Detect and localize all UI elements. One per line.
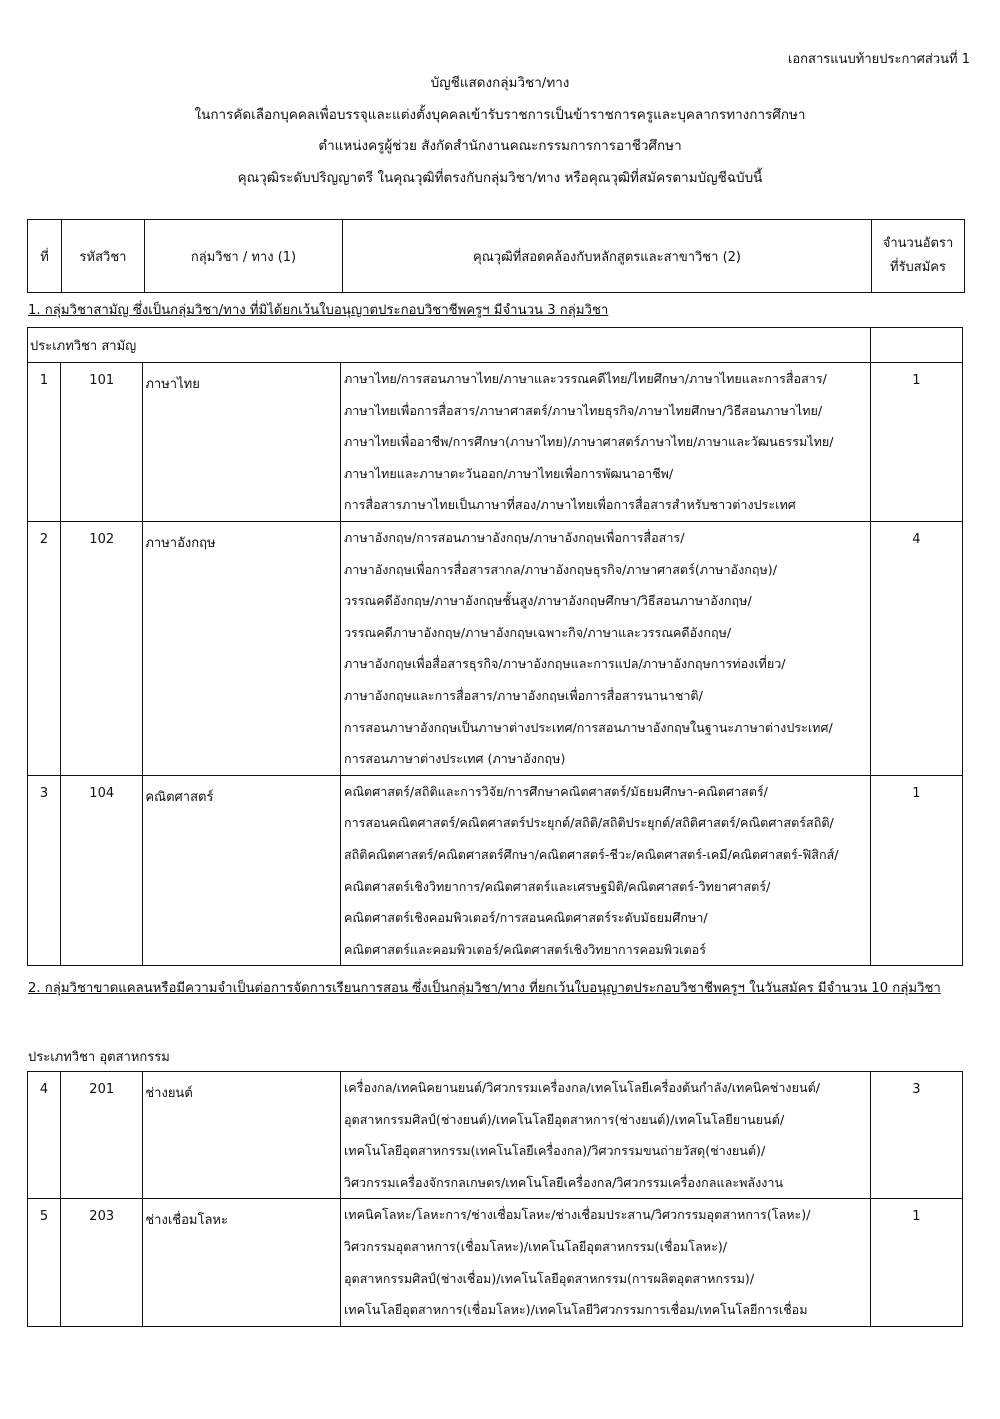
qualification-line: คณิตศาสตร์และคอมพิวเตอร์/คณิตศาสตร์เชิงวิทยาการคอมพิวเตอร์ [343, 941, 706, 957]
table-header [27, 219, 965, 293]
qualification-list [340, 521, 870, 775]
qualification-line: คณิตศาสตร์/สถิติและการวิจัย/การศึกษาคณิตศาสตร์/มัธยมศึกษา-คณิตศาสตร์/ [343, 783, 768, 799]
qualification-list [340, 1199, 870, 1326]
position-count: 1 [870, 1199, 962, 1326]
qualification-line: ภาษาไทยเพื่ออาชีพ/การศึกษา(ภาษาไทย)/ภาษาศาสตร์ภาษาไทย/ภาษาและวัฒนธรรมไทย/ [343, 434, 834, 450]
position-count: 4 [870, 521, 962, 775]
qualification-line: เทคนิคโลหะ/โลหะการ/ช่างเชื่อมโลหะ/ช่างเชื่อมประสาน/วิศวกรรมอุตสาหการ(โลหะ)/ [343, 1207, 811, 1223]
table-row [28, 363, 963, 522]
header-count [872, 220, 965, 293]
section-1-number: 1. [28, 303, 41, 318]
header-count-line1: จำนวนอัตรา [882, 236, 954, 251]
subject-code: 101 [61, 363, 143, 522]
table-row [28, 521, 963, 775]
qualification-line: ภาษาไทยเพื่อการสื่อสาร/ภาษาศาสตร์/ภาษาไทยธุรกิจ/ภาษาไทยศึกษา/วิธีสอนภาษาไทย/ [343, 402, 823, 418]
qualification-line: อุตสาหกรรมศิลป์(ช่างเชื่อม)/เทคโนโลยีอุตสาหกรรม(การผลิตอุตสาหกรรม)/ [343, 1270, 755, 1286]
header-qualification: คุณวุฒิที่สอดคล้องกับหลักสูตรและสาขาวิชา (2) [343, 220, 872, 293]
header-no: ที่ [28, 220, 62, 293]
qualification-line: เครื่องกล/เทคนิคยานยนต์/วิศวกรรมเครื่องกล/เทคโนโลยีเครื่องต้นกำลัง/เทคนิคช่างยนต์/ [343, 1080, 820, 1095]
document-title: บัญชีแสดงกลุ่มวิชา/ทาง [430, 75, 570, 91]
qualification-line: เทคโนโลยีอุตสาหการ(เชื่อมโลหะ)/เทคโนโลยีวิศวกรรมการเชื่อม/เทคโนโลยีการเชื่อม [343, 1302, 808, 1318]
section-2-heading [28, 978, 958, 1000]
row-number: 4 [28, 1072, 61, 1199]
type-row [28, 328, 963, 363]
position-count: 3 [870, 1072, 962, 1199]
row-number: 2 [28, 521, 61, 775]
position-count: 1 [870, 775, 962, 966]
section-2-text: กลุ่มวิชาขาดแคลนหรือมีความจำเป็นต่อการจัดการเรียนการสอน ซึ่งเป็นกลุ่มวิชา/ทาง ที่ยกเว้นใบอนุญาตประกอบวิชาชีพครูฯ ในวันสมัคร มีจำนวน 10 กลุ่มวิชา [44, 981, 941, 996]
header-code: รหัสวิชา [62, 220, 145, 293]
qualification-line: วรรณคดีอังกฤษ/ภาษาอังกฤษชั้นสูง/ภาษาอังกฤษศึกษา/วิธีสอนภาษาอังกฤษ/ [343, 593, 752, 609]
subject-group: ภาษาอังกฤษ [143, 521, 341, 775]
qualification-line: สถิติคณิตศาสตร์/คณิตศาสตร์ศึกษา/คณิตศาสตร์-ชีวะ/คณิตศาสตร์-เคมี/คณิตศาสตร์-ฟิสิกส์/ [343, 846, 839, 862]
qualification-line: การสื่อสารภาษาไทยเป็นภาษาที่สอง/ภาษาไทยเพื่อการสื่อสารสำหรับชาวต่างประเทศ [343, 497, 796, 513]
table-row [28, 1072, 963, 1199]
position-count: 1 [870, 363, 962, 522]
row-number: 1 [28, 363, 61, 522]
table-row [28, 1199, 963, 1326]
qualification-line: วรรณคดีภาษาอังกฤษ/ภาษาอังกฤษเฉพาะกิจ/ภาษาและวรรณคดีอังกฤษ/ [343, 624, 732, 640]
row-number: 3 [28, 775, 61, 966]
subject-code: 203 [61, 1199, 143, 1326]
qualification-line: การสอนภาษาอังกฤษเป็นภาษาต่างประเทศ/การสอนภาษาอังกฤษในฐานะภาษาต่างประเทศ/ [343, 719, 833, 735]
table-row [28, 775, 963, 966]
qualification-line: การสอนคณิตศาสตร์/คณิตศาสตร์ประยุกต์/สถิติ/สถิติประยุกต์/สถิติศาสตร์/คณิตศาสตร์สถิติ/ [343, 815, 834, 831]
subject-code: 201 [61, 1072, 143, 1199]
header-group: กลุ่มวิชา / ทาง (1) [145, 220, 343, 293]
type-label-industrial: ประเภทวิชา อุตสาหกรรม [28, 1050, 170, 1065]
qualification-line: ภาษาอังกฤษและการสื่อสาร/ภาษาอังกฤษเพื่อการสื่อสารนานาชาติ/ [343, 687, 703, 703]
qualification-line: คณิตศาสตร์เชิงวิทยาการ/คณิตศาสตร์และเศรษฐมิติ/คณิตศาสตร์-วิทยาศาสตร์/ [343, 878, 771, 894]
qualification-line: ภาษาไทยและภาษาตะวันออก/ภาษาไทยเพื่อการพัฒนาอาชีพ/ [343, 465, 674, 481]
document-subtitle-3: คุณวุฒิระดับปริญญาตรี ในคุณวุฒิที่ตรงกับกลุ่มวิชา/ทาง หรือคุณวุฒิที่สมัครตามบัญชีฉบับนี้ [237, 170, 763, 186]
qualification-line: วิศวกรรมอุตสาหการ(เชื่อมโลหะ)/เทคโนโลยีอุตสาหกรรม(เชื่อมโลหะ)/ [343, 1238, 728, 1254]
qualification-line: วิศวกรรมเครื่องจักรกลเกษตร/เทคโนโลยีเครื่องกล/วิศวกรรมเครื่องกลและพลังงาน [343, 1174, 784, 1190]
qualification-list [340, 775, 870, 966]
header-count-line2: ที่รับสมัคร [890, 260, 946, 275]
section-1-table [27, 327, 963, 966]
subject-group: คณิตศาสตร์ [143, 775, 341, 966]
qualification-line: อุตสาหกรรมศิลป์(ช่างยนต์)/เทคโนโลยีอุตสาหการ(ช่างยนต์)/เทคโนโลยียานยนต์/ [343, 1111, 785, 1127]
qualification-line: ภาษาอังกฤษเพื่อสื่อสารธุรกิจ/ภาษาอังกฤษและการแปล/ภาษาอังกฤษการท่องเที่ยว/ [343, 656, 786, 672]
document-subtitle-1: ในการคัดเลือกบุคคลเพื่อบรรจุและแต่งตั้งบุคคลเข้ารับราชการเป็นข้าราชการครูและบุคลากรทางการศึกษา [194, 107, 806, 123]
type-label: ประเภทวิชา สามัญ [28, 328, 871, 363]
qualification-line: เทคโนโลยีอุตสาหกรรม(เทคโนโลยีเครื่องกล)/วิศวกรรมขนถ่ายวัสดุ(ช่างยนต์)/ [343, 1143, 766, 1159]
qualification-line: การสอนภาษาต่างประเทศ (ภาษาอังกฤษ) [343, 751, 566, 767]
section-2-table [27, 1071, 963, 1327]
subject-group: ช่างยนต์ [143, 1072, 341, 1199]
qualification-line: ภาษาไทย/การสอนภาษาไทย/ภาษาและวรรณคดีไทย/ไทยศึกษา/ภาษาไทยและการสื่อสาร/ [343, 371, 827, 386]
annex-label: เอกสารแนบท้ายประกาศส่วนที่ 1 [787, 52, 970, 67]
subject-group: ช่างเชื่อมโลหะ [143, 1199, 341, 1326]
subject-group: ภาษาไทย [143, 363, 341, 522]
qualification-line: คณิตศาสตร์เชิงคอมพิวเตอร์/การสอนคณิตศาสตร์ระดับมัธยมศึกษา/ [343, 910, 708, 926]
qualification-list [340, 363, 870, 522]
section-1-heading [28, 299, 608, 320]
qualification-line: ภาษาอังกฤษเพื่อการสื่อสารสากล/ภาษาอังกฤษธุรกิจ/ภาษาศาสตร์(ภาษาอังกฤษ)/ [343, 561, 777, 577]
subject-code: 102 [61, 521, 143, 775]
document-subtitle-2: ตำแหน่งครูผู้ช่วย สังกัดสำนักงานคณะกรรมการการอาชีวศึกษา [318, 138, 682, 154]
row-number: 5 [28, 1199, 61, 1326]
section-2-number: 2. [28, 981, 41, 996]
qualification-line: ภาษาอังกฤษ/การสอนภาษาอังกฤษ/ภาษาอังกฤษเพื่อการสื่อสาร/ [343, 529, 685, 545]
subject-code: 104 [61, 775, 143, 966]
section-1-text: กลุ่มวิชาสามัญ ซึ่งเป็นกลุ่มวิชา/ทาง ที่มิได้ยกเว้นใบอนุญาตประกอบวิชาชีพครูฯ มีจำนวน 3 กลุ่มวิชา [44, 303, 609, 318]
qualification-list [340, 1072, 870, 1199]
